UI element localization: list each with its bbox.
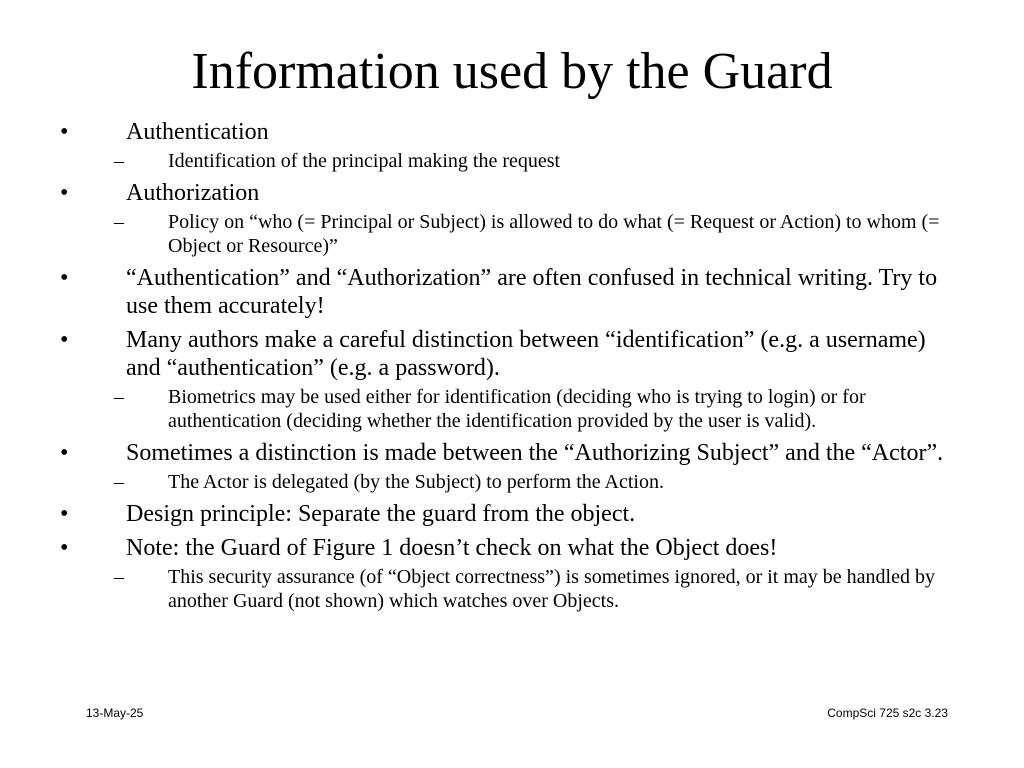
item-text: Authorization	[126, 180, 260, 206]
bullet-marker: •	[60, 535, 69, 561]
list-item	[0, 264, 1024, 320]
bullet-marker: •	[60, 119, 69, 145]
item-text: Note: the Guard of Figure 1 doesn’t check on what the Object does!	[126, 535, 778, 561]
item-text: Design principle: Separate the guard from the object.	[126, 501, 636, 527]
dash-marker: –	[114, 211, 124, 233]
bullet-marker: •	[60, 327, 69, 353]
bullet-list	[0, 118, 1024, 613]
footer-slide-ref: CompSci 725 s2c 3.23	[827, 706, 948, 720]
list-item	[0, 149, 1024, 173]
list-item	[0, 385, 1024, 433]
list-item	[0, 439, 1024, 467]
item-text: “Authentication” and “Authorization” are often confused in technical writing. Try to use them accurately!	[126, 265, 938, 319]
item-text: Biometrics may be used either for identification (deciding who is trying to login) or for authentication (deciding whether the identification provided by the user is valid).	[168, 386, 866, 432]
list-item	[0, 118, 1024, 146]
item-text: The Actor is delegated (by the Subject) to perform the Action.	[168, 471, 664, 493]
list-item	[0, 565, 1024, 613]
list-item	[0, 210, 1024, 258]
item-text: Policy on “who (= Principal or Subject) is allowed to do what (= Request or Action) to whom (= Object or Resource)”	[168, 211, 940, 257]
dash-marker: –	[114, 150, 124, 172]
item-text: Many authors make a careful distinction between “identification” (e.g. a username) and “authentication” (e.g. a password).	[126, 327, 926, 381]
bullet-marker: •	[60, 501, 69, 527]
bullet-marker: •	[60, 180, 69, 206]
list-item	[0, 500, 1024, 528]
bullet-marker: •	[60, 265, 69, 291]
list-item	[0, 326, 1024, 382]
dash-marker: –	[114, 566, 124, 588]
dash-marker: –	[114, 386, 124, 408]
item-text: Authentication	[126, 119, 269, 145]
dash-marker: –	[114, 471, 124, 493]
list-item	[0, 470, 1024, 494]
item-text: This security assurance (of “Object correctness”) is sometimes ignored, or it may be handled by another Guard (not shown) which watches over Objects.	[168, 566, 935, 612]
item-text: Sometimes a distinction is made between the “Authorizing Subject” and the “Actor”.	[126, 440, 944, 466]
list-item	[0, 179, 1024, 207]
list-item	[0, 534, 1024, 562]
bullet-marker: •	[60, 440, 69, 466]
footer-date: 13-May-25	[86, 706, 144, 720]
item-text: Identification of the principal making the request	[168, 150, 561, 172]
slide-title: Information used by the Guard	[191, 43, 833, 100]
